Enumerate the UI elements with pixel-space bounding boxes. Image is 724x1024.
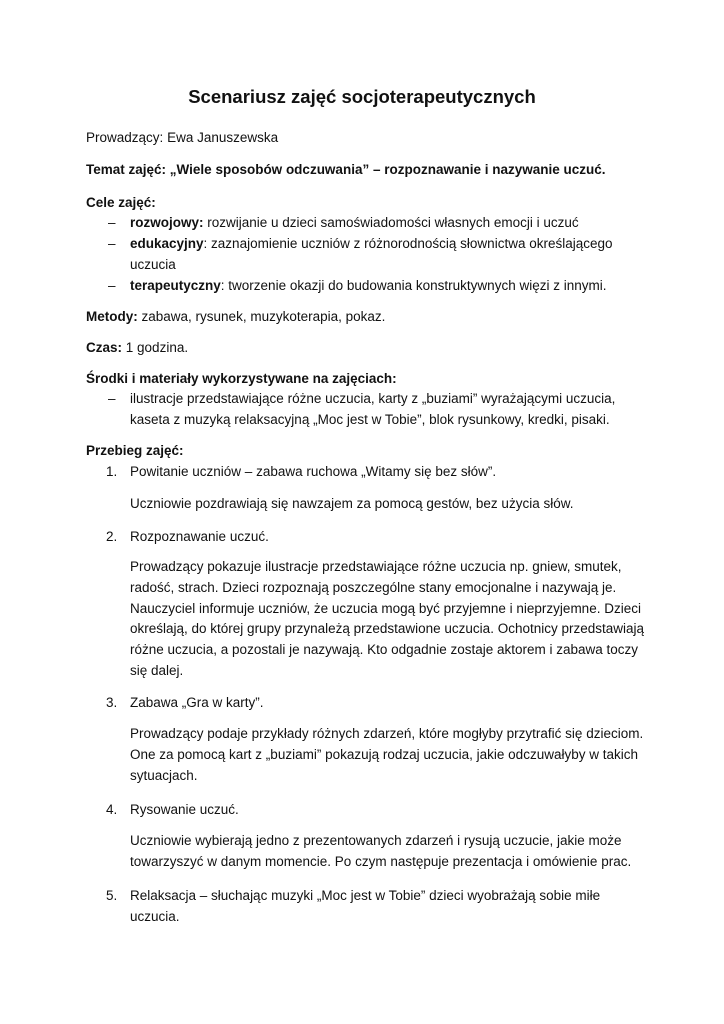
facilitator-label: Prowadzący:	[86, 130, 164, 145]
desc-line: Prowadzący podaje przykłady różnych zdarzeń, które mogłyby przytrafić się dzieciom.	[130, 726, 644, 741]
step-title: Rozpoznawanie uczuć.	[130, 529, 269, 544]
step-description	[130, 724, 650, 786]
step-title: Powitanie uczniów – zabawa ruchowa „Witamy się bez słów”.	[130, 464, 497, 479]
step-number: 5.	[106, 888, 118, 903]
desc-line: różne uczucia, a pozostali je nazywają. Kto odgadnie zostaje aktorem i zabawa toczy	[130, 642, 639, 658]
goal-text: rozwijanie u dzieci samoświadomości własnych emocji i uczuć	[203, 215, 579, 230]
materials-text-continuation: kaseta z muzyką relaksacyjną „Moc jest w Tobie”, blok rysunkowy, kredki, pisaki.	[130, 412, 610, 427]
bullet-dash: –	[108, 391, 116, 406]
topic-line	[86, 160, 606, 179]
desc-line: określają, do której grupy przynależą przedstawione uczucia. Ochotnicy przedstawiają	[130, 621, 645, 637]
bullet-dash: –	[108, 236, 116, 251]
methods-label: Metody:	[86, 309, 138, 324]
step-title-continuation: uczucia.	[130, 909, 180, 924]
time-line	[86, 338, 188, 357]
desc-line: sytuacjach.	[130, 767, 198, 783]
goal-item-continuation: uczucia	[130, 257, 176, 272]
goal-term: edukacyjny	[130, 236, 204, 251]
time-label: Czas:	[86, 340, 123, 355]
goal-item	[130, 234, 613, 253]
step-title: Zabawa „Gra w karty”.	[130, 695, 264, 710]
step-description	[130, 831, 650, 873]
goal-item	[130, 276, 606, 295]
goal-text: : zaznajomienie uczniów z różnorodnością słownictwa określającego	[203, 236, 613, 251]
desc-line: radość, strach. Dzieci rozpoznają poszczególne stany emocjonalne i nazywają je.	[130, 579, 617, 595]
step-title: Rysowanie uczuć.	[130, 802, 239, 817]
bullet-dash: –	[108, 215, 116, 230]
bullet-dash: –	[108, 278, 116, 293]
desc-line: towarzyszyć w danym momencie. Po czym następuje prezentacja i omówienie prac.	[130, 853, 632, 869]
step-number: 1.	[106, 464, 118, 479]
methods-line	[86, 307, 385, 326]
step-title: Relaksacja – słuchając muzyki „Moc jest w Tobie” dzieci wyobrażają sobie miłe	[130, 888, 601, 903]
desc-line: One za pomocą kart z „buziami” pokazują rodzaj uczucia, jakie odczuwałyby w takich	[130, 746, 638, 762]
goal-item	[130, 213, 579, 232]
desc-line: Nauczyciel informuje uczniów, że uczucia mogą być przyjemne i nieprzyjemne. Dzieci	[130, 600, 641, 616]
step-number: 4.	[106, 802, 118, 817]
goal-term: terapeutyczny	[130, 278, 221, 293]
desc-line: się dalej.	[130, 662, 184, 678]
methods-value: zabawa, rysunek, muzykoterapia, pokaz.	[141, 309, 386, 324]
materials-heading: Środki i materiały wykorzystywane na zajęciach:	[86, 371, 397, 386]
course-heading: Przebieg zajęć:	[86, 443, 184, 458]
goal-term: rozwojowy:	[130, 215, 204, 230]
step-number: 2.	[106, 529, 118, 544]
step-description: Uczniowie pozdrawiają się nawzajem za pomocą gestów, bez użycia słów.	[130, 496, 574, 511]
goal-text: : tworzenie okazji do budowania konstruktywnych więzi z innymi.	[220, 278, 607, 293]
step-number: 3.	[106, 695, 118, 710]
page-title: Scenariusz zajęć socjoterapeutycznych	[188, 86, 536, 107]
materials-text: ilustracje przedstawiające różne uczucia, karty z „buziami” wyrażającymi uczucia,	[130, 391, 616, 406]
topic-label: Temat zajęć:	[86, 162, 167, 177]
facilitator-name: Ewa Januszewska	[167, 130, 279, 145]
step-description	[130, 557, 650, 682]
goals-heading: Cele zajęć:	[86, 195, 156, 210]
topic-value: „Wiele sposobów odczuwania” – rozpoznawanie i nazywanie uczuć.	[169, 162, 606, 177]
facilitator-line	[86, 128, 278, 147]
desc-line: Uczniowie wybierają jedno z prezentowanych zdarzeń i rysują uczucie, jakie może	[130, 833, 622, 848]
desc-line: Prowadzący pokazuje ilustracje przedstawiające różne uczucia np. gniew, smutek,	[130, 559, 622, 574]
time-value: 1 godzina.	[125, 340, 189, 355]
